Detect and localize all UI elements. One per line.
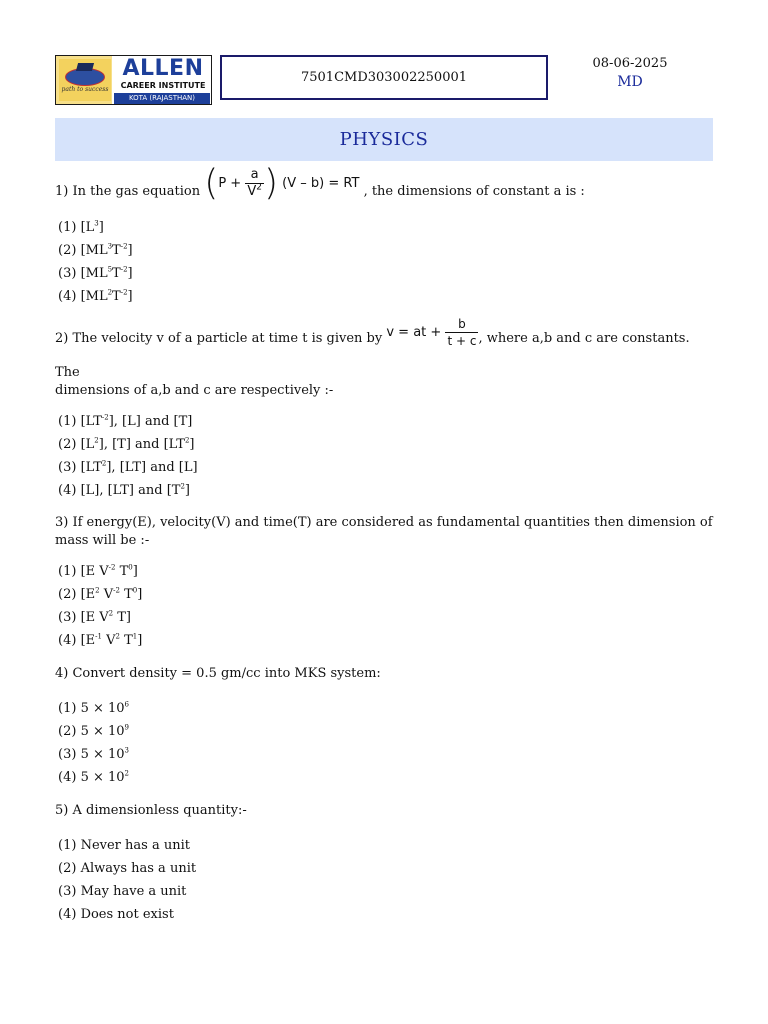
option-text: (1) [58, 701, 77, 716]
option [58, 479, 715, 502]
question-2 [55, 317, 715, 502]
option-exponent: 2 [184, 436, 190, 445]
option [58, 262, 715, 285]
option-text: ] [127, 289, 133, 304]
option-text: ] [189, 437, 195, 452]
logo-tagline: path to success [61, 86, 109, 93]
option-exponent: 6 [124, 700, 130, 709]
option [58, 903, 715, 926]
option-text: 5 × 10 [80, 747, 125, 762]
option-exponent: -2 [120, 265, 128, 274]
option-text: ] [127, 243, 133, 258]
option-text: May have a unit [80, 884, 187, 899]
option-text: (2) [58, 861, 77, 876]
option-exponent: 0 [132, 586, 138, 595]
eq-numerator: b [445, 316, 478, 333]
question-list [55, 162, 715, 926]
option-text: Always has a unit [80, 861, 197, 876]
option-text: (2) [58, 437, 77, 452]
option [58, 629, 715, 652]
question-text: 1) In the gas equation [55, 184, 201, 199]
option-text: Does not exist [80, 907, 174, 922]
option [58, 880, 715, 903]
question-text-suffix: , the dimensions of constant a is : [363, 184, 585, 199]
paper-code-box [220, 55, 548, 100]
option [58, 857, 715, 880]
emblem-icon [59, 59, 111, 101]
option-exponent: -2 [108, 563, 116, 572]
option-text: [ML [80, 243, 108, 258]
option [58, 720, 715, 743]
option [58, 433, 715, 456]
question-text: 3) If energy(E), velocity(V) and time(T) are considered as fundamental quantities then dimension of [55, 515, 713, 530]
option [58, 834, 715, 857]
option-exponent: 2 [115, 632, 120, 641]
option-text: ] [132, 564, 138, 579]
option-text: (4) [58, 907, 77, 922]
option-exponent: 2 [101, 459, 107, 468]
option-exponent: -2 [120, 242, 128, 251]
option-text: T [112, 243, 121, 258]
logo-brand: ALLEN [122, 56, 204, 81]
option-text: (4) [58, 633, 77, 648]
option-text: Never has a unit [80, 838, 190, 853]
logo-subtitle: CAREER INSTITUTE [120, 81, 206, 90]
option-text: [L [80, 220, 95, 235]
question-text-suffix: , where a,b and c are constants. The [55, 331, 690, 380]
option [58, 560, 715, 583]
question-3 [55, 514, 715, 652]
section-banner [55, 118, 713, 161]
option-exponent: 9 [124, 723, 130, 732]
eq-numerator: a [245, 167, 264, 184]
option-text: (2) [58, 587, 77, 602]
question-1 [55, 162, 715, 308]
option-text: T [115, 564, 129, 579]
option-exponent: -2 [113, 586, 120, 595]
section-title: PHYSICS [339, 129, 429, 150]
option [58, 606, 715, 629]
option-exponent: 3 [94, 219, 99, 228]
question-text: 4) Convert density = 0.5 gm/cc into MKS system: [55, 666, 381, 681]
option-exponent: 0 [128, 563, 133, 572]
eq-fraction [245, 167, 264, 200]
option-text: (3) [58, 460, 77, 475]
option-text: 5 × 10 [80, 770, 125, 785]
exam-date: 08-06-2025 [592, 56, 668, 71]
option-text: (1) [58, 838, 77, 853]
option [58, 216, 715, 239]
option-text: ] [127, 266, 133, 281]
option-text: [E [80, 587, 96, 602]
option-text: [E V [80, 610, 109, 625]
option-text: (1) [58, 414, 77, 429]
gas-equation: (P + $\frac{a}{V^2}$ ) (V – b) = RT [204, 162, 360, 204]
option-text: (4) [58, 289, 77, 304]
allen-logo [55, 55, 212, 105]
question-text-line2: dimensions of a,b and c are respectively :- [55, 383, 334, 398]
option-text: [ML [80, 289, 108, 304]
option [58, 239, 715, 262]
option [58, 743, 715, 766]
option-exponent: 3 [107, 242, 113, 251]
page-header [0, 0, 768, 110]
option-text: ] [98, 220, 104, 235]
eq-term-p: P + [218, 176, 242, 191]
option-text: T [119, 633, 133, 648]
option-text: (2) [58, 243, 77, 258]
option-exponent: -2 [120, 288, 128, 297]
option-text: ], [L] and [T] [108, 414, 193, 429]
option-text: [E V [80, 564, 109, 579]
velocity-equation [386, 317, 478, 348]
eq-lhs: v = at + [386, 325, 442, 340]
option-text: ] [184, 483, 190, 498]
option-text: (3) [58, 747, 77, 762]
option-text: (4) [58, 770, 77, 785]
option-text: (1) [58, 220, 77, 235]
option [58, 583, 715, 606]
eq-denominator: V [247, 184, 257, 199]
option-text: [E [80, 633, 96, 648]
eq-exponent: 2 [256, 182, 262, 193]
option-text: ] [137, 587, 143, 602]
stream-label: MD [617, 74, 643, 90]
question-5 [55, 802, 715, 926]
option-text: 5 × 10 [80, 701, 125, 716]
option-exponent: 5 [107, 265, 113, 274]
option-text: T [119, 587, 133, 602]
option-text: [ML [80, 266, 108, 281]
option-exponent: -2 [101, 413, 109, 422]
option-exponent: 2 [107, 288, 113, 297]
option-text: 5 × 10 [80, 724, 125, 739]
option-exponent: 2 [94, 436, 99, 445]
option-text: (4) [58, 483, 77, 498]
option [58, 697, 715, 720]
option-text: (3) [58, 610, 77, 625]
option-exponent: 3 [124, 746, 130, 755]
option-text: [LT [80, 414, 102, 429]
option [58, 766, 715, 789]
option-text: T] [113, 610, 131, 625]
option-text: T [112, 289, 121, 304]
eq-rest: (V – b) = RT [282, 176, 360, 191]
option-text: (1) [58, 564, 77, 579]
option [58, 456, 715, 479]
option-text: T [112, 266, 121, 281]
option-text: (2) [58, 724, 77, 739]
question-text: 5) A dimensionless quantity:- [55, 803, 247, 818]
option-text: [L], [LT] and [T [80, 483, 181, 498]
option-text: (3) [58, 884, 77, 899]
logo-location: KOTA (RAJASTHAN) [114, 93, 210, 104]
option-exponent: 1 [132, 632, 138, 641]
option [58, 410, 715, 433]
paper-code: 7501CMD303002250001 [300, 70, 468, 85]
option-text: ], [LT] and [L] [106, 460, 198, 475]
option-text: V [99, 587, 114, 602]
option-text: ] [137, 633, 143, 648]
option-exponent: 2 [95, 586, 100, 595]
eq-fraction [445, 316, 478, 349]
option [58, 285, 715, 308]
option-text: [L [80, 437, 95, 452]
option-exponent: 2 [108, 609, 114, 618]
option-exponent: 2 [180, 482, 185, 491]
option-exponent: -1 [95, 632, 102, 641]
option-text: [LT [80, 460, 102, 475]
option-exponent: 2 [124, 769, 130, 778]
question-text-line2: mass will be :- [55, 533, 150, 548]
eq-denominator: t + c [447, 334, 477, 348]
option-text: (3) [58, 266, 77, 281]
question-4 [55, 665, 715, 789]
question-text: 2) The velocity v of a particle at time t is given by [55, 331, 383, 346]
option-text: V [101, 633, 116, 648]
option-text: ], [T] and [LT [98, 437, 185, 452]
